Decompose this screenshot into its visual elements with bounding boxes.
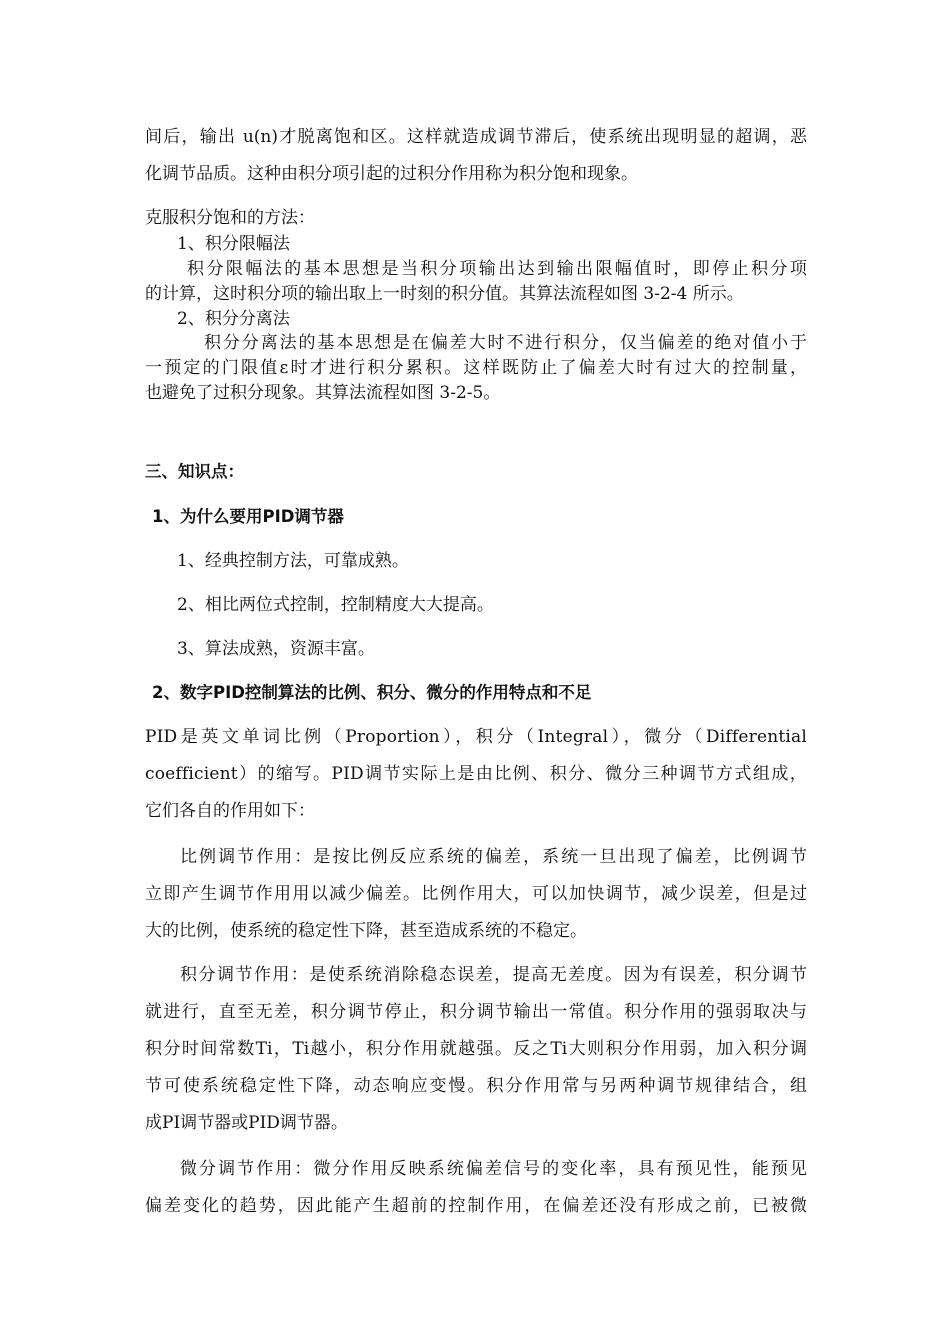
paragraph-line: 积分限幅法的基本思想是当积分项输出达到输出限幅值时，即停止积分项 (187, 259, 807, 279)
paragraph-line: 偏差变化的趋势，因此能产生超前的控制作用，在偏差还没有形成之前，已被微 (145, 1196, 807, 1216)
paragraph-line: coefficient）的缩写。PID调节实际上是由比例、积分、微分三种调节方式组成， (145, 764, 807, 784)
list-item: 2、相比两位式控制，控制精度大大提高。 (177, 595, 494, 615)
paragraph-line: 节可使系统稳定性下降，动态响应变慢。积分作用常与另两种调节规律结合，组 (145, 1076, 807, 1096)
list-item: 3、算法成熟，资源丰富。 (177, 639, 375, 659)
paragraph-line: 的计算，这时积分项的输出取上一时刻的积分值。其算法流程如图 3-2-4 所示。 (145, 284, 744, 304)
paragraph-line: 一预定的门限值ε时才进行积分累积。这样既防止了偏差大时有过大的控制量， (145, 358, 807, 378)
subsection-heading: 1、为什么要用PID调节器 (152, 507, 344, 526)
methods-intro: 克服积分饱和的方法： (145, 208, 315, 228)
paragraph-line: 比例调节作用：是按比例反应系统的偏差，系统一旦出现了偏差，比例调节 (180, 847, 807, 867)
paragraph-line: 立即产生调节作用用以减少偏差。比例作用大，可以加快调节，减少误差，但是过 (145, 884, 807, 904)
paragraph-line: 积分调节作用：是使系统消除稳态误差，提高无差度。因为有误差，积分调节 (180, 965, 807, 985)
paragraph-line: 化调节品质。这种由积分项引起的过积分作用称为积分饱和现象。 (145, 164, 638, 184)
subsection-heading: 2、数字PID控制算法的比例、积分、微分的作用特点和不足 (152, 683, 592, 702)
paragraph-line: 积分分离法的基本思想是在偏差大时不进行积分，仅当偏差的绝对值小于 (204, 333, 807, 353)
paragraph-line: 成PI调节器或PID调节器。 (145, 1113, 348, 1133)
list-item: 1、经典控制方法，可靠成熟。 (177, 551, 409, 571)
paragraph-line: 就进行，直至无差，积分调节停止，积分调节输出一常值。积分作用的强弱取决与 (145, 1002, 807, 1022)
method2-title: 2、积分分离法 (177, 309, 290, 329)
paragraph-line: PID是英文单词比例（Proportion），积分（Integral），微分（Differential (145, 727, 807, 747)
paragraph-line: 也避免了过积分现象。其算法流程如图 3-2-5。 (145, 383, 501, 403)
paragraph-line: 大的比例，使系统的稳定性下降，甚至造成系统的不稳定。 (145, 921, 587, 941)
section-heading: 三、知识点： (145, 462, 244, 481)
paragraph-line: 它们各自的作用如下： (145, 801, 315, 821)
paragraph-line: 积分时间常数Ti，Ti越小，积分作用就越强。反之Ti大则积分作用弱，加入积分调 (145, 1039, 807, 1059)
paragraph-line: 微分调节作用：微分作用反映系统偏差信号的变化率，具有预见性，能预见 (180, 1159, 807, 1179)
paragraph-line: 间后，输出 u(n)才脱离饱和区。这样就造成调节滞后，使系统出现明显的超调，恶 (145, 127, 807, 147)
method1-title: 1、积分限幅法 (177, 234, 290, 254)
